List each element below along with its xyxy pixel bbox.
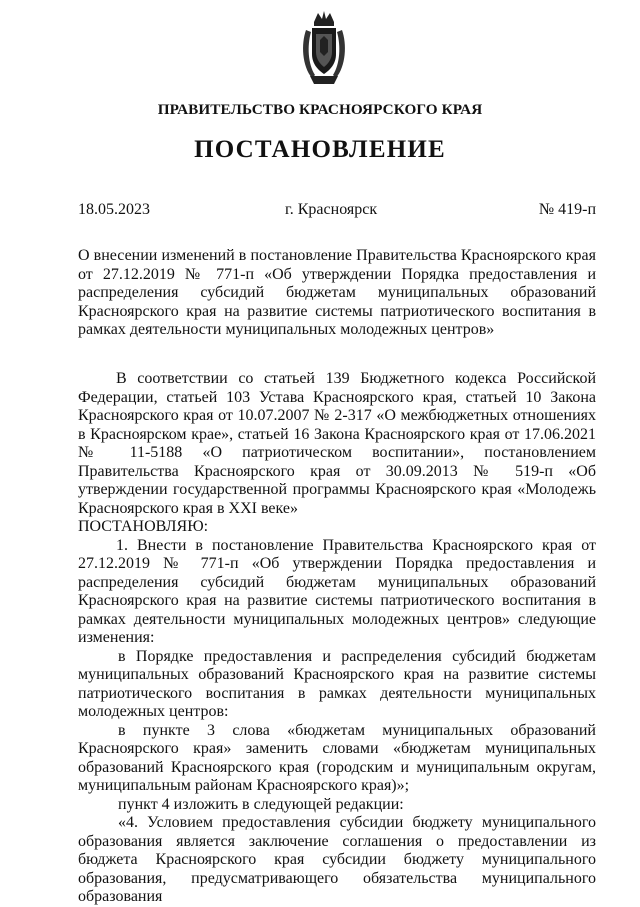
document-city: г. Красноярск xyxy=(285,201,378,218)
document-type: ПОСТАНОВЛЕНИЕ xyxy=(194,136,446,163)
point-4-intro-paragraph: пункт 4 изложить в следующей редакции: xyxy=(118,795,404,813)
point-4-text-paragraph: «4. Условием предоставления субсидии бюджету муниципального образования является заключение соглашения о предоставлении из бюджета Красноярского края субсидии бюджету муниципального образования, предусматривающего обязательства муниципального образования xyxy=(78,814,596,905)
document-number: № 419-п xyxy=(538,201,596,218)
document-date: 18.05.2023 xyxy=(78,201,150,218)
point-3-paragraph: в пункте 3 слова «бюджетам муниципальных образований Красноярского края» заменить словами «бюджетам муниципальных образований Красноярского края (городским и муниципальным округам, муниципальным районам Красноярского края)»; xyxy=(78,721,596,794)
item-1-paragraph: 1. Внести в постановление Правительства Красноярского края от 27.12.2019 № 771-п «Об утверждении Порядка предоставления и распределения субсидий бюджетам муниципальных образований Красноярского края на развитие системы патриотического воспитания в рамках деятельности муниципальных молодежных центров» следующие изменения: xyxy=(78,536,596,646)
document-body xyxy=(78,370,596,907)
resolve-paragraph: ПОСТАНОВЛЯЮ: xyxy=(78,518,209,535)
order-subitem-paragraph: в Порядке предоставления и распределения субсидий бюджетам муниципальных образований Красноярского края на развитие системы патриотического воспитания в рамках деятельности муниципальных молодежных центров: xyxy=(78,647,596,720)
coat-of-arms-icon xyxy=(300,10,348,90)
subject-paragraph: О внесении изменений в постановление Правительства Красноярского края от 27.12.2019 № 771-п «Об утверждении Порядка предоставления и распределения субсидий бюджетам муниципальных образований Красноярского края на развитие системы патриотического воспитания в рамках деятельности муниципальных молодежных центров» xyxy=(78,247,596,338)
government-name: ПРАВИТЕЛЬСТВО КРАСНОЯРСКОГО КРАЯ xyxy=(157,101,483,118)
document-subject xyxy=(78,247,596,340)
preamble-paragraph: В соответствии со статьей 139 Бюджетного кодекса Российской Федерации, статьей 103 Устава Красноярского края, статьей 10 Закона Красноярского края от 10.07.2007 № 2-317 «О межбюджетных отношениях в Красноярском крае», статьей 16 Закона Красноярского края от 17.06.2021 № 11-5188 «О патриотическом воспитании», постановлением Правительства Красноярского края от 30.09.2013 № 519-п «Об утверждении государственной программы Красноярского края «Молодежь Красноярского края в XXI веке» xyxy=(78,370,596,517)
